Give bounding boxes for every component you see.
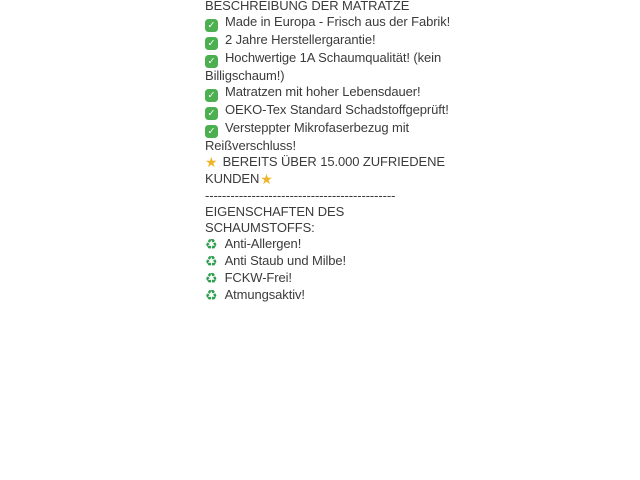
feature-item — [205, 120, 453, 154]
feature-text: Made in Europa - Frisch aus der Fabrik! — [225, 14, 451, 29]
section-title-description: BESCHREIBUNG DER MATRATZE — [205, 0, 410, 13]
check-icon: ✓ — [205, 125, 218, 138]
check-icon: ✓ — [205, 19, 218, 32]
property-item — [205, 270, 453, 287]
property-text: FCKW-Frei! — [224, 270, 292, 285]
check-icon: ✓ — [205, 107, 218, 120]
feature-item — [205, 102, 453, 120]
feature-text: 2 Jahre Herstellergarantie! — [225, 32, 376, 47]
dashed-separator: --------------------------------------------- — [205, 188, 396, 203]
property-text: Atmungsaktiv! — [224, 287, 305, 302]
check-icon: ✓ — [205, 37, 218, 50]
check-icon: ✓ — [205, 55, 218, 68]
property-item — [205, 287, 453, 304]
recycle-icon: ♻ — [205, 237, 218, 253]
feature-item — [205, 50, 453, 84]
feature-item — [205, 32, 453, 50]
feature-text: OEKO-Tex Standard Schadstoffgeprüft! — [225, 102, 449, 117]
property-item — [205, 253, 453, 270]
section-title-properties: EIGENSCHAFTEN DES SCHAUMSTOFFS: — [205, 204, 345, 235]
property-text: Anti-Allergen! — [224, 236, 302, 251]
feature-item — [205, 84, 453, 102]
customers-highlight-text: BEREITS ÜBER 15.000 ZUFRIEDENE KUNDEN — [205, 154, 445, 186]
recycle-icon: ♻ — [205, 254, 218, 270]
feature-text: Matratzen mit hoher Lebensdauer! — [225, 84, 421, 99]
star-icon: ★ — [205, 155, 218, 171]
star-icon: ★ — [260, 172, 273, 188]
recycle-icon: ♻ — [205, 288, 218, 304]
feature-text: Versteppter Mikrofaserbezug mit Reißverschluss! — [205, 120, 410, 153]
customers-highlight — [205, 154, 453, 188]
feature-item — [205, 14, 453, 32]
recycle-icon: ♻ — [205, 271, 218, 287]
description-content — [205, 0, 453, 304]
feature-text: Hochwertige 1A Schaumqualität! (kein Billigschaum!) — [205, 50, 442, 83]
property-item — [205, 236, 453, 253]
check-icon: ✓ — [205, 89, 218, 102]
property-text: Anti Staub und Milbe! — [224, 253, 347, 268]
